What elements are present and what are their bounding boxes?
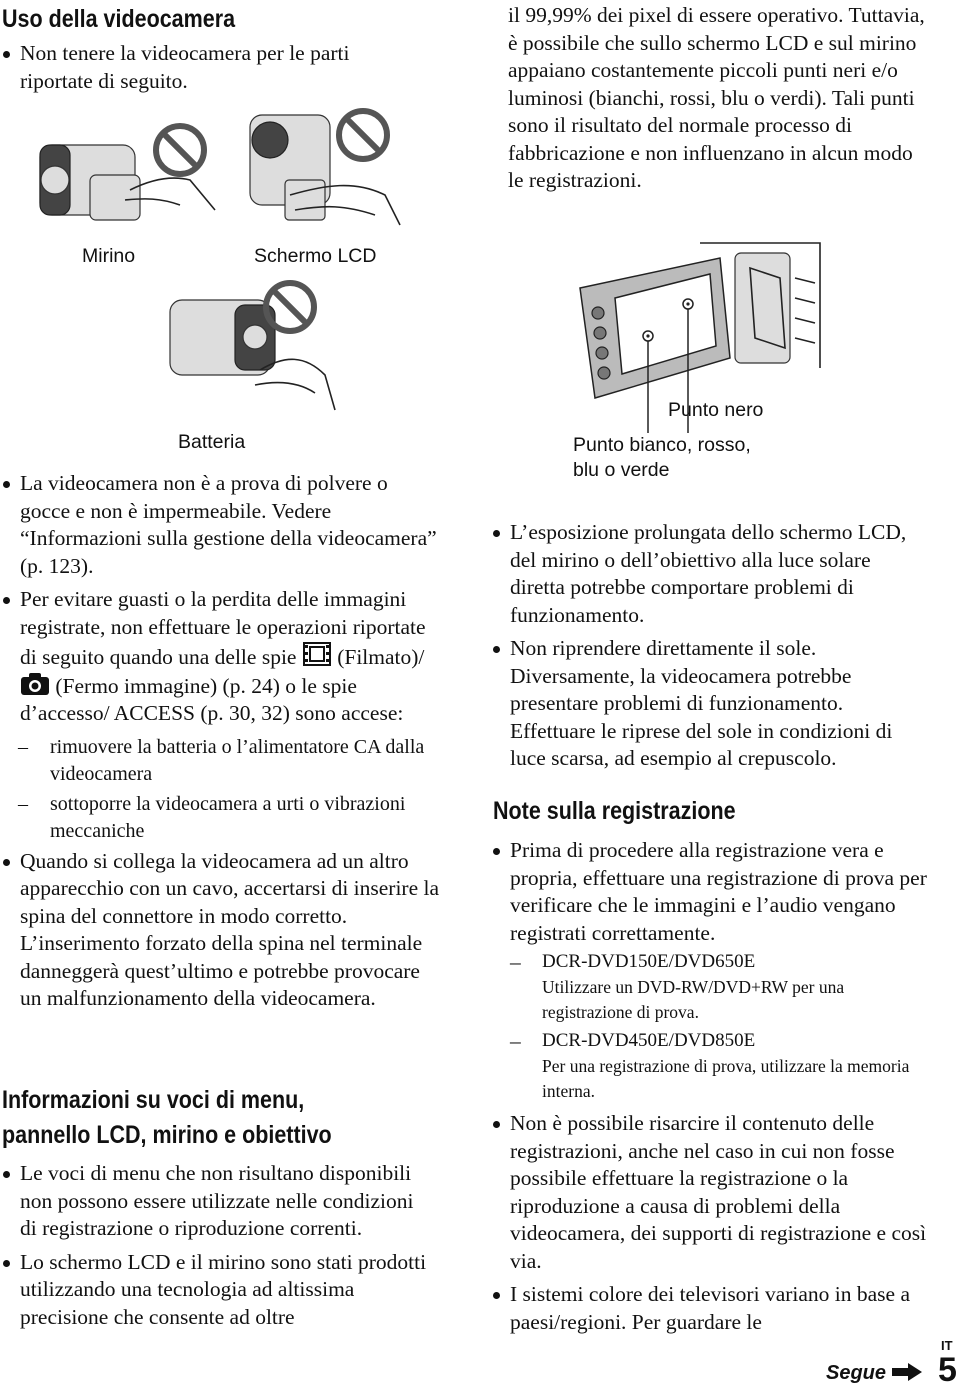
continued-indicator	[826, 1362, 924, 1385]
bullet-hold: Non tenere la videocamera per le parti riportate di seguito.	[2, 40, 422, 95]
bullet-lcd: Lo schermo LCD e il mirino sono stati prodotti utilizzando una tecnologia ad altissima precisione che consente ad oltre	[2, 1249, 432, 1332]
bullet-avoid	[2, 586, 442, 728]
section-heading-menu-1: Informazioni su voci di menu,	[2, 1086, 305, 1114]
model-note: Utilizzare un DVD-RW/DVD+RW per una registrazione di prova.	[542, 977, 845, 1022]
dash-item: – sottoporre la videocamera a urti o vibrazioni meccaniche	[18, 792, 406, 842]
section-heading-menu-2: pannello LCD, mirino e obiettivo	[2, 1121, 332, 1149]
model-name: DCR-DVD450E/DVD850E	[542, 1030, 756, 1051]
arrow-right-icon	[890, 1362, 924, 1382]
camcorder-viewfinder-illustration	[30, 120, 220, 240]
bullet-list-sun	[492, 519, 927, 779]
language-code: IT	[941, 1338, 953, 1353]
bullet-menu: Le voci di menu che non risultano disponibili non possono essere utilizzate nelle condizioni di registrazione o riproduzione correnti.	[2, 1160, 432, 1243]
model-name: DCR-DVD150E/DVD650E	[542, 951, 756, 972]
bullet-connect: Quando si collega la videocamera ad un altro apparecchio con un cavo, accertarsi di inserire la spina del connettore in modo corretto. L’inserimento forzato della spina nel terminale danneggerà quest’ultimo e potrebbe provocare un malfunzionamento della videocamera.	[2, 848, 442, 1013]
prohibition-icon	[266, 283, 314, 331]
bullet-dust: La videocamera non è a prova di polvere o gocce e non è impermeabile. Vedere “Informazioni sulla gestione della videocamera” (p. 123).	[2, 470, 442, 580]
prohibition-icon	[156, 126, 204, 174]
segue-label: Segue	[826, 1362, 887, 1384]
caption-white-dot-2: blu o verde	[573, 459, 670, 481]
prohibition-icon	[339, 111, 387, 159]
sub-item-model-1: – DCR-DVD150E/DVD650E Utilizzare un DVD-RW/DVD+RW per una registrazione di prova.	[510, 949, 927, 1025]
caption-mirino: Mirino	[82, 245, 136, 267]
bullet-tv: I sistemi colore dei televisori variano in base a paesi/regioni. Per guardare le	[492, 1281, 927, 1336]
bullet-sun: L’esposizione prolungata dello schermo LCD, del mirino o dell’obiettivo alla luce solare diretta potrebbe comportare problemi di funzionamento.	[492, 519, 927, 629]
caption-black-dot: Punto nero	[668, 399, 764, 421]
caption-white-dot-1: Punto bianco, rosso,	[573, 434, 751, 456]
bullet-list-hold	[2, 40, 422, 101]
bullet-nosun: Non riprendere direttamente il sole. Diversamente, la videocamera potrebbe presentare problemi di funzionamento. Effettuare le riprese del sole in condizioni di luce scarsa, ad esempio al crepuscolo.	[492, 635, 927, 773]
dash-item: – rimuovere la batteria o l’alimentatore CA dalla videocamera	[18, 735, 425, 785]
bullet-list-main	[2, 470, 442, 1019]
bullet-list-menu	[2, 1160, 432, 1337]
section-heading-video: Uso della videocamera	[2, 5, 236, 33]
caption-battery: Batteria	[178, 431, 246, 453]
page-number: 5	[938, 1351, 957, 1389]
bullet-avoid-text-1: Per evitare guasti o la perdita delle immagini registrate, non effettuare le operazioni riportate di seguito quando una delle spie	[20, 587, 426, 669]
camera-icon	[20, 672, 50, 696]
paragraph-continued: il 99,99% dei pixel di essere operativo. Tuttavia, è possibile che sullo schermo LCD e sul mirino appaiano costantemente piccoli punti neri e/o luminosi (bianchi, rossi, blu o verdi). Tali punti sono il risultato del normale processo di fabbricazione e non influenzano in alcun modo le registrazioni.	[508, 3, 925, 192]
sub-item-model-2: – DCR-DVD450E/DVD850E Per una registrazione di prova, utilizzare la memoria interna.	[510, 1028, 927, 1104]
camcorder-battery-illustration	[160, 275, 360, 415]
bullet-list-notes	[492, 837, 927, 1342]
bullet-compensation: Non è possibile risarcire il contenuto delle registrazioni, anche nel caso in cui non fosse possibile effettuare la registrazione o la riproduzione a causa di problemi della videocamera, dei supporti di registrazione e così via.	[492, 1110, 927, 1275]
model-note: Per una registrazione di prova, utilizzare la memoria interna.	[542, 1056, 910, 1101]
bullet-avoid-text-2: (Filmato)/	[337, 645, 425, 669]
movie-icon	[302, 641, 332, 667]
caption-lcd: Schermo LCD	[254, 245, 377, 267]
bullet-test: Prima di procedere alla registrazione vera e propria, effettuare una registrazione di prova per verificare che le immagini e l’audio vengano registrati correttamente. – DCR-DVD150E/DVD650E Utilizzare un DVD-RW/DVD+RW per una registrazione di prova. – DCR-DVD450E/DVD850E Per una registrazione di prova, utilizzare la memoria interna.	[492, 837, 927, 1104]
section-heading-notes: Note sulla registrazione	[493, 797, 736, 825]
bullet-avoid-text-3: (Fermo immagine) (p. 24) o le spie d’accesso/ ACCESS (p. 30, 32) sono accese:	[20, 673, 404, 725]
camcorder-lcd-illustration	[235, 95, 405, 245]
